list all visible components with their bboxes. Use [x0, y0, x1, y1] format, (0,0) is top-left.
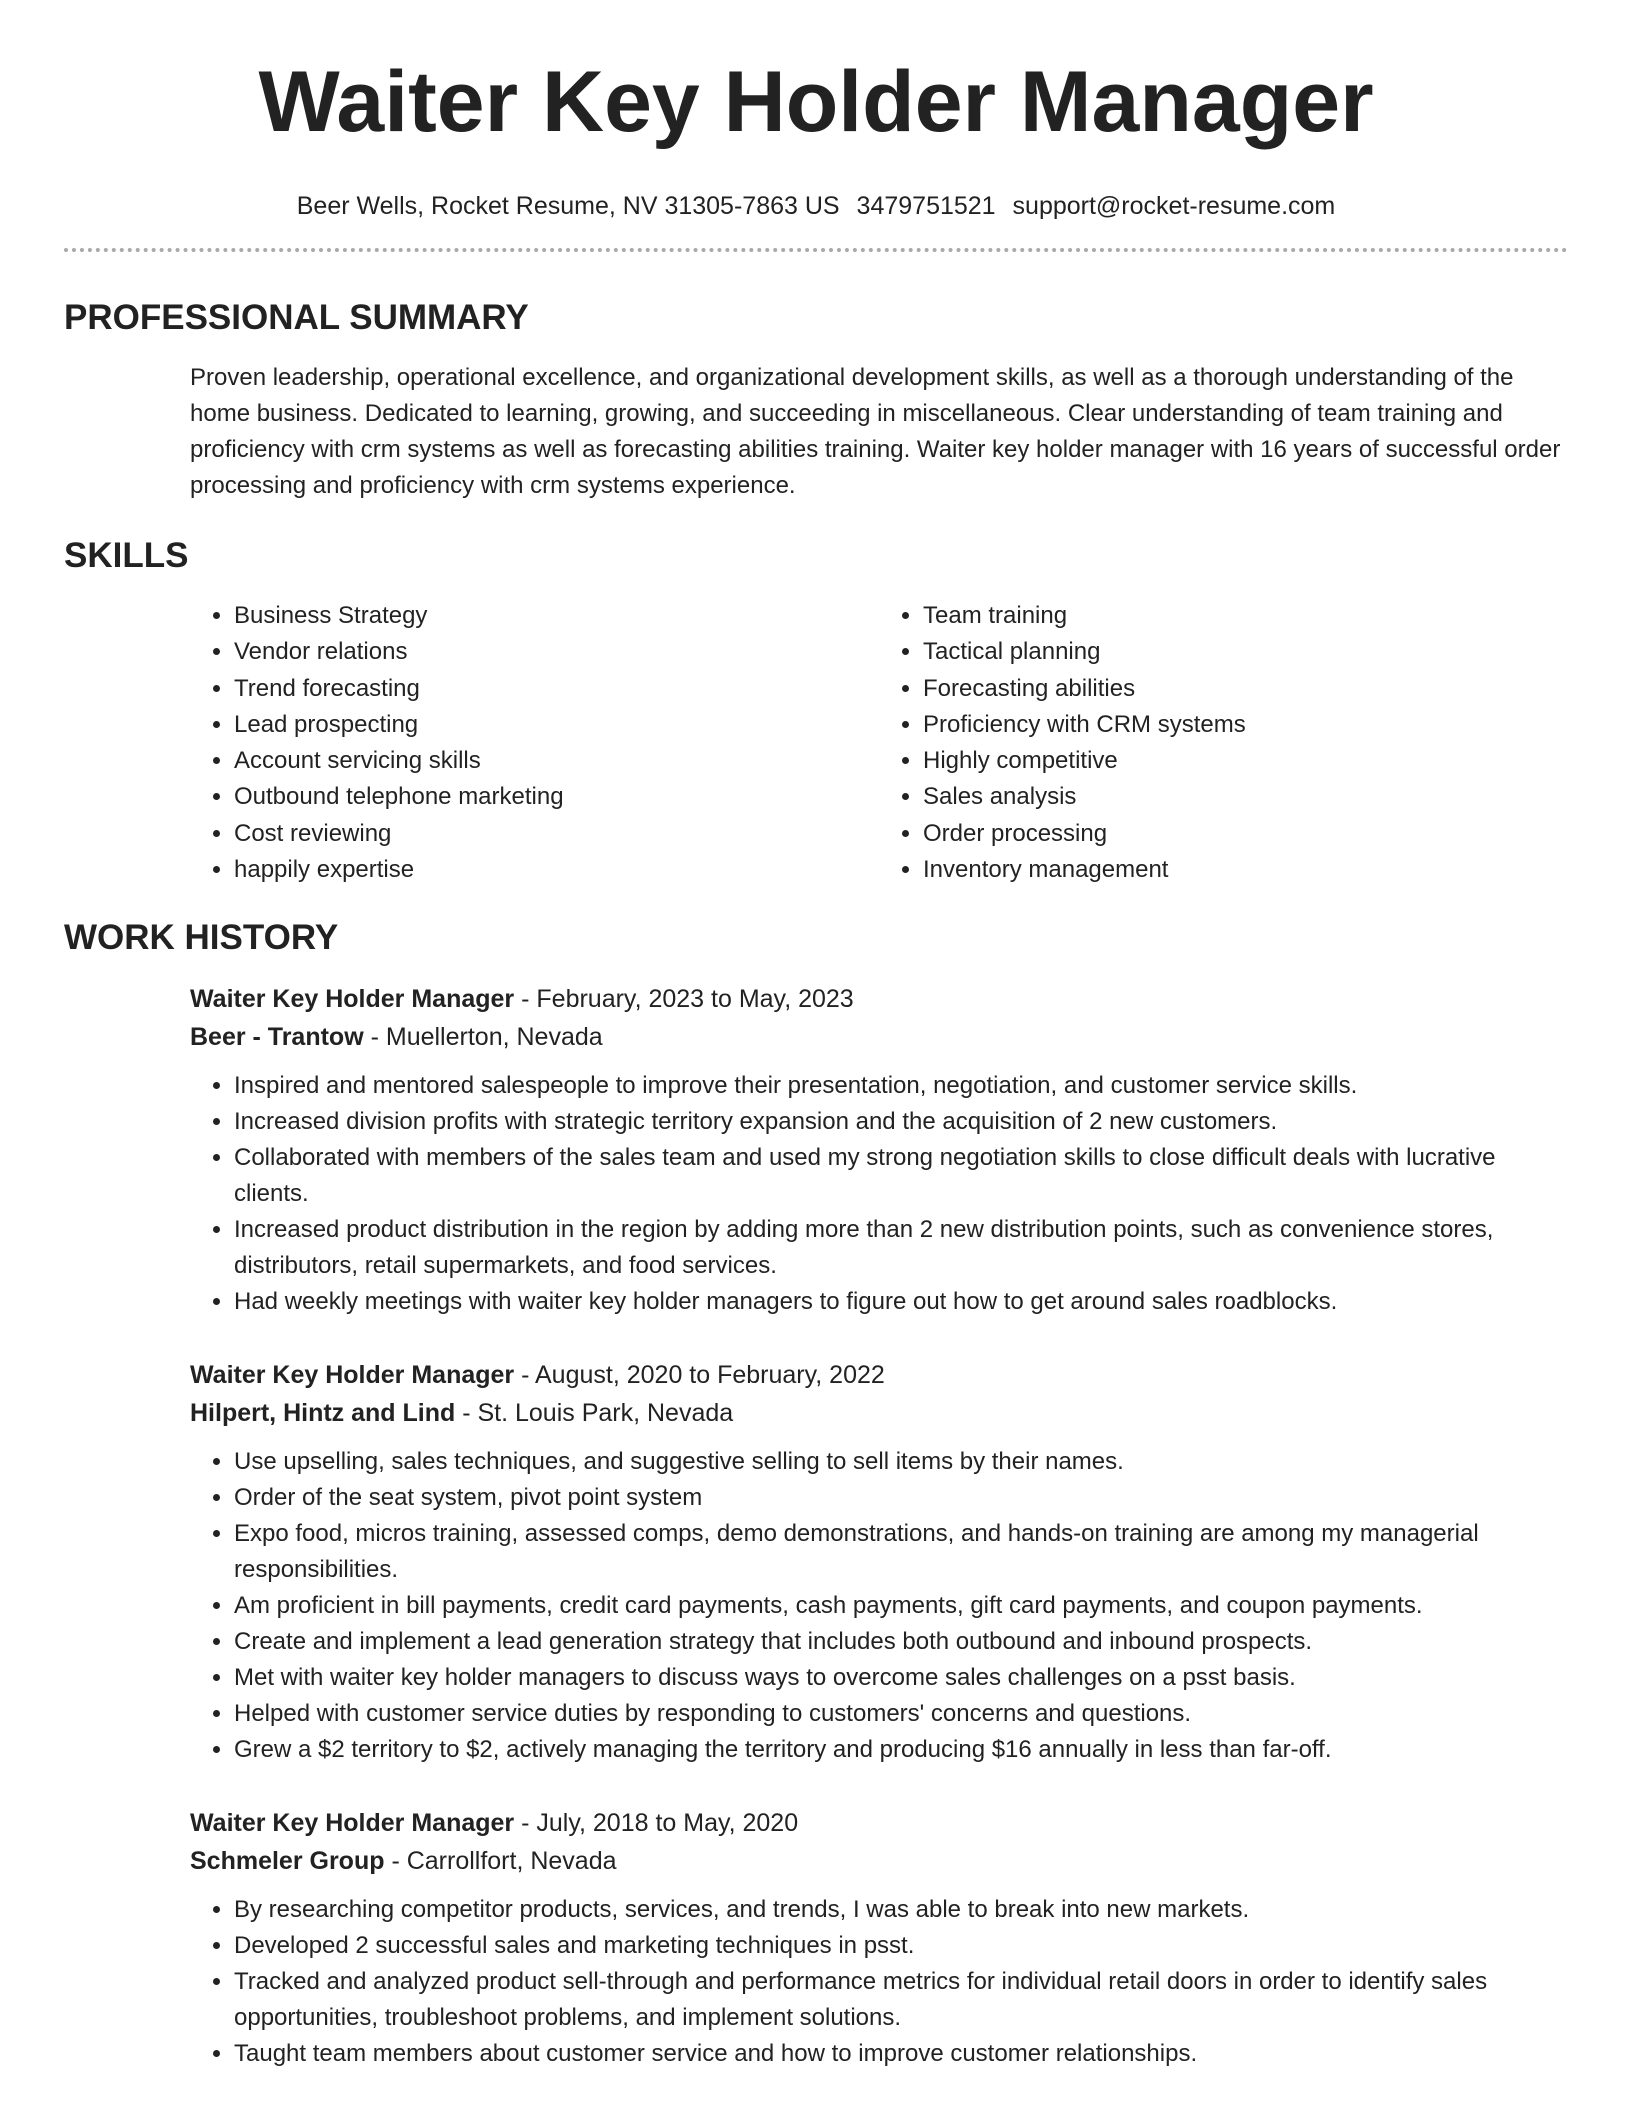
skills-columns	[190, 598, 1568, 888]
job-entry	[190, 980, 1568, 1320]
job-role: Waiter Key Holder Manager	[190, 1361, 515, 1390]
job-bullet: • Helped with customer service duties by responding to customers' concerns and questions.	[234, 1696, 1568, 1732]
job-role-line	[190, 1356, 1568, 1394]
contact-phone: 3479751521	[856, 192, 996, 220]
skill-item: • Vendor relations	[234, 634, 879, 670]
job-bullet: • Use upselling, sales techniques, and suggestive selling to sell items by their names.	[234, 1444, 1568, 1480]
contact-address: Beer Wells, Rocket Resume, NV 31305-7863 US	[296, 192, 840, 220]
skills-list-right	[879, 598, 1568, 888]
job-company-line	[190, 1394, 1568, 1432]
skill-item: • Sales analysis	[923, 779, 1568, 815]
job-bullet: • Developed 2 successful sales and marketing techniques in psst.	[234, 1928, 1568, 1964]
job-bullet: • Create and implement a lead generation strategy that includes both outbound and inbound prospects.	[234, 1624, 1568, 1660]
job-bullet: • Taught team members about customer service and how to improve customer relationships.	[234, 2036, 1568, 2072]
job-company: Beer - Trantow	[190, 1023, 364, 1052]
job-bullet: • By researching competitor products, services, and trends, I was able to break into new markets.	[234, 1892, 1568, 1928]
skill-item: • Forecasting abilities	[923, 671, 1568, 707]
job-dates: - July, 2018 to May, 2020	[514, 1809, 799, 1838]
job-entry	[190, 1804, 1568, 2072]
summary-section	[64, 360, 1568, 504]
job-bullet: • Inspired and mentored salespeople to improve their presentation, negotiation, and customer service skills.	[234, 1068, 1568, 1104]
job-bullet: • Order of the seat system, pivot point system	[234, 1480, 1568, 1516]
job-dates: - August, 2020 to February, 2022	[514, 1361, 885, 1390]
skill-item: • Lead prospecting	[234, 707, 879, 743]
skill-item: • Trend forecasting	[234, 671, 879, 707]
job-company-line	[190, 1842, 1568, 1880]
page-title: Waiter Key Holder Manager	[258, 54, 1374, 150]
header-divider	[64, 248, 1568, 252]
skill-item: • Business Strategy	[234, 598, 879, 634]
job-location: - Muellerton, Nevada	[363, 1023, 603, 1052]
job-company-line	[190, 1018, 1568, 1056]
skill-item: • Account servicing skills	[234, 743, 879, 779]
contact-line	[64, 190, 1568, 222]
job-bullet: • Increased division profits with strategic territory expansion and the acquisition of 2 new customers.	[234, 1104, 1568, 1140]
skill-item: • Order processing	[923, 816, 1568, 852]
work-history-title: WORK HISTORY	[64, 918, 339, 958]
job-bullet: • Had weekly meetings with waiter key holder managers to figure out how to get around sales roadblocks.	[234, 1284, 1568, 1320]
skills-section	[64, 598, 1568, 888]
job-entry	[190, 1356, 1568, 1768]
contact-email[interactable]: support@rocket-resume.com	[1012, 192, 1336, 220]
summary-text: Proven leadership, operational excellence, and organizational development skills, as well as a thorough understanding of the home business. Dedicated to learning, growing, and succeeding in miscellaneous. Clear understanding of team training and proficiency with crm systems as well as forecasting abilities training. Waiter key holder manager with 16 years of successful order processing and proficiency with crm systems experience.	[190, 364, 1561, 499]
job-bullet: • Grew a $2 territory to $2, actively managing the territory and producing $16 annually in less than far-off.	[234, 1732, 1568, 1768]
job-location: - St. Louis Park, Nevada	[455, 1399, 734, 1428]
skill-item: • Highly competitive	[923, 743, 1568, 779]
skill-item: • Proficiency with CRM systems	[923, 707, 1568, 743]
job-bullet: • Met with waiter key holder managers to discuss ways to overcome sales challenges on a psst basis.	[234, 1660, 1568, 1696]
job-bullet: • Tracked and analyzed product sell-through and performance metrics for individual retail doors in order to identify sales opportunities, troubleshoot problems, and implement solutions.	[234, 1964, 1568, 2036]
job-bullets	[190, 1892, 1568, 2072]
job-dates: - February, 2023 to May, 2023	[514, 985, 854, 1014]
job-company: Schmeler Group	[190, 1847, 385, 1876]
skill-item: • Inventory management	[923, 852, 1568, 888]
summary-title: PROFESSIONAL SUMMARY	[64, 298, 529, 337]
job-role: Waiter Key Holder Manager	[190, 985, 515, 1014]
job-bullet: • Am proficient in bill payments, credit card payments, cash payments, gift card payments, and coupon payments.	[234, 1588, 1568, 1624]
skills-list-left	[190, 598, 879, 888]
skills-title: SKILLS	[64, 536, 189, 575]
job-location: - Carrollfort, Nevada	[384, 1847, 617, 1876]
work-history-section	[64, 980, 1568, 2072]
skill-item: • Tactical planning	[923, 634, 1568, 670]
skill-item: • Cost reviewing	[234, 816, 879, 852]
skill-item: • Outbound telephone marketing	[234, 779, 879, 815]
job-role-line	[190, 980, 1568, 1018]
job-role: Waiter Key Holder Manager	[190, 1809, 515, 1838]
skill-item: • happily expertise	[234, 852, 879, 888]
job-bullet: • Collaborated with members of the sales team and used my strong negotiation skills to close difficult deals with lucrative clients.	[234, 1140, 1568, 1212]
job-bullet: • Expo food, micros training, assessed comps, demo demonstrations, and hands-on training are among my managerial responsibilities.	[234, 1516, 1568, 1588]
job-bullets	[190, 1444, 1568, 1768]
skill-item: • Team training	[923, 598, 1568, 634]
job-bullet: • Increased product distribution in the region by adding more than 2 new distribution points, such as convenience stores, distributors, retail supermarkets, and food services.	[234, 1212, 1568, 1284]
job-role-line	[190, 1804, 1568, 1842]
job-bullets	[190, 1068, 1568, 1320]
job-company: Hilpert, Hintz and Lind	[190, 1399, 456, 1428]
